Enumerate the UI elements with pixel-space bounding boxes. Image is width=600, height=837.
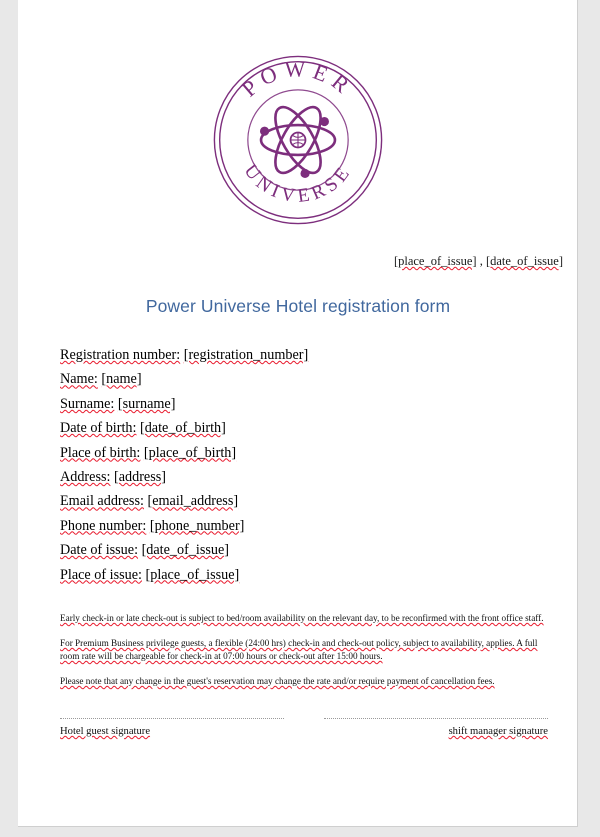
field-label: Date of birth:	[60, 420, 137, 437]
electron-dot-right	[320, 117, 329, 126]
field-value[interactable]: [surname]	[117, 395, 176, 412]
field-value[interactable]: [date_of_issue]	[141, 542, 230, 559]
field-label: Date of issue:	[60, 542, 139, 559]
field-registration-number	[60, 348, 540, 362]
issue-date-value: [date_of_issue]	[485, 254, 563, 268]
field-name	[60, 372, 540, 386]
fine-print-paragraph-3: Please note that any change in the guest's reservation may change the rate and/or require payment of cancellation fees.	[60, 676, 495, 687]
field-label: Name:	[60, 371, 98, 388]
field-value[interactable]: [place_of_issue]	[145, 566, 240, 583]
field-label: Phone number:	[60, 517, 147, 534]
page-title: Power Universe Hotel registration form	[145, 296, 451, 316]
fine-print-section	[60, 612, 544, 700]
logo-bottom-text: UNIVERSE	[239, 160, 357, 208]
issue-separator: ,	[476, 254, 486, 268]
field-value[interactable]: [date_of_birth]	[139, 420, 226, 437]
fine-print-paragraph-1: Early check-in or late check-out is subject to bed/room availability on the relevant day, to be reconfirmed with the front office staff.	[60, 613, 544, 623]
field-email-address	[60, 494, 540, 508]
field-label: Place of birth:	[60, 444, 141, 461]
guest-signature-label: Hotel guest signature	[60, 726, 151, 737]
fine-print-paragraph-2: For Premium Business privilege guests, a flexible (24:00 hrs) check-in and check-out policy, subject to availability, applies. A full room rate will be chargeable for check-in at 07:00 hours or check-out after 15:00 hours.	[60, 638, 538, 662]
field-surname	[60, 397, 540, 411]
field-value[interactable]: [address]	[114, 468, 166, 485]
field-place-of-birth	[60, 446, 540, 460]
field-value[interactable]: [place_of_birth]	[143, 444, 237, 461]
guest-signature-line[interactable]	[60, 718, 284, 719]
electron-dot-bottom	[300, 169, 309, 178]
document-page	[18, 0, 578, 827]
field-label: Surname:	[60, 395, 115, 412]
guest-signature-block	[60, 718, 284, 737]
issue-place-value: [place_of_issue]	[393, 254, 477, 268]
manager-signature-line[interactable]	[324, 718, 548, 719]
field-date-of-birth	[60, 421, 540, 435]
issue-place-date-line	[394, 254, 563, 269]
power-universe-emblem	[210, 52, 386, 228]
field-value[interactable]: [phone_number]	[149, 517, 245, 534]
field-value[interactable]: [registration_number]	[183, 347, 309, 363]
logo-container	[18, 52, 578, 233]
field-label: Address:	[60, 468, 111, 485]
signature-section	[60, 718, 548, 737]
electron-dot-left	[260, 127, 269, 136]
field-date-of-issue	[60, 543, 540, 557]
field-address	[60, 470, 540, 484]
registration-fields	[60, 348, 540, 592]
logo-top-text: POWER	[236, 56, 359, 102]
manager-signature-label: shift manager signature	[448, 726, 548, 737]
field-phone-number	[60, 519, 540, 533]
manager-signature-block	[324, 718, 548, 737]
field-value[interactable]: [name]	[101, 371, 142, 388]
field-label: Email address:	[60, 493, 144, 510]
field-value[interactable]: [email_address]	[147, 493, 239, 510]
field-label: Registration number:	[60, 347, 181, 363]
field-label: Place of issue:	[60, 566, 142, 583]
field-place-of-issue	[60, 568, 540, 582]
